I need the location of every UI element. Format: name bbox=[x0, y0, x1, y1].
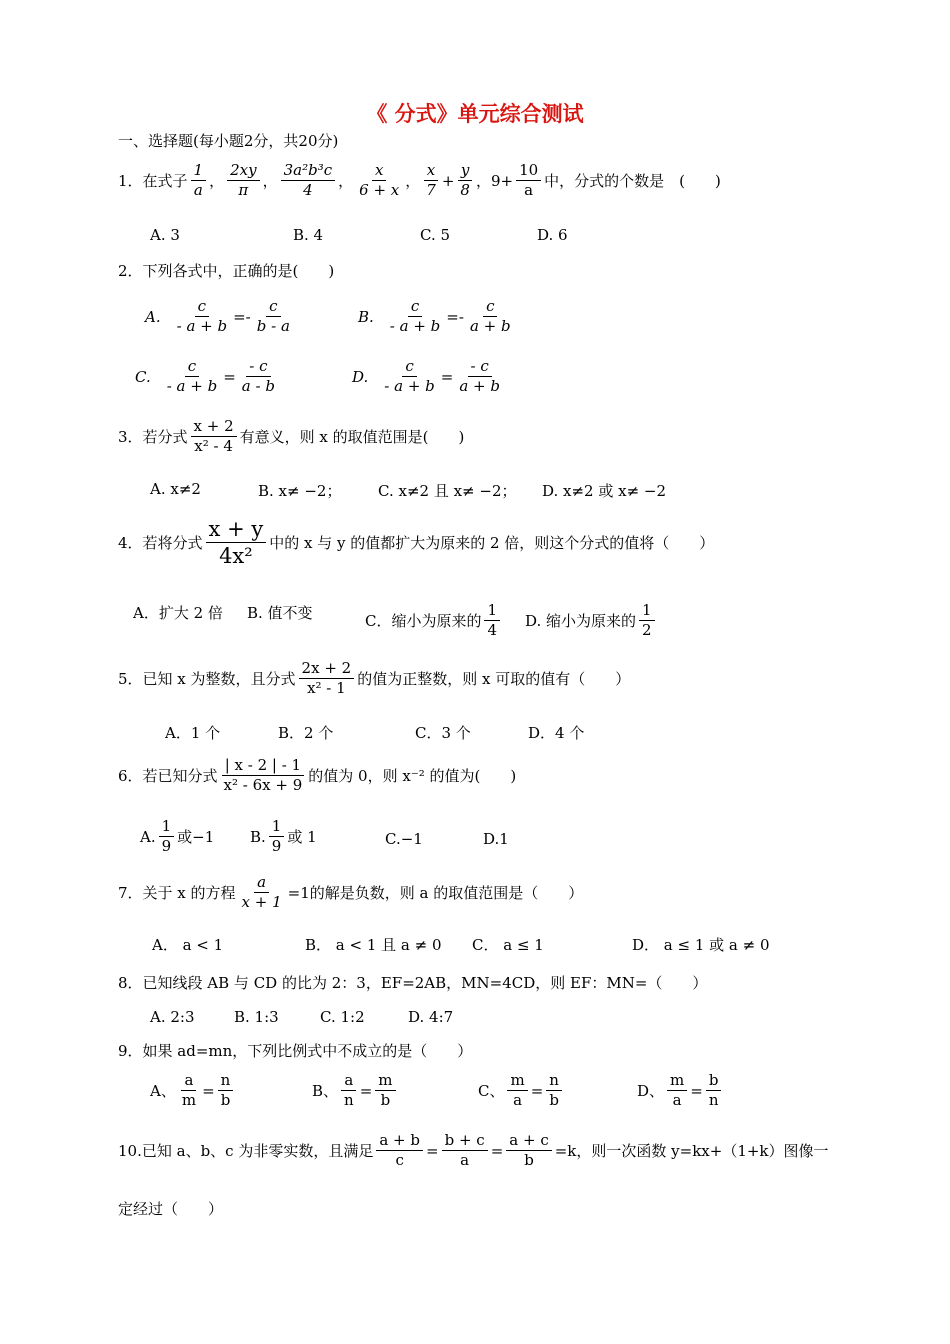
fraction: $\frac{a + c}{b}$ bbox=[506, 1132, 551, 1170]
fraction: $\frac{\text{3a²b³c}}{4}$ bbox=[281, 162, 336, 200]
option-b: B、 $\frac{a}{n}$ = $\frac{m}{b}$ bbox=[312, 1072, 399, 1110]
option-d: D． a ≤ 1 或 a ≠ 0 bbox=[632, 936, 770, 954]
option-d: D. 缩小为原来的 $\frac{1}{2}$ bbox=[525, 602, 658, 640]
option-b: B. x≠ −2； bbox=[258, 482, 342, 500]
fraction: $\frac{x + y}{\text{4x²}}$ bbox=[206, 517, 267, 568]
question-8: 8．已知线段 AB 与 CD 的比为 2：3，EF=2AB，MN=4CD，则 EF：MN=（ ） bbox=[118, 974, 708, 992]
option-d: D.1 bbox=[483, 830, 509, 848]
question-1: 1．在式子 $\frac{1}{a}$ ， $\frac{2xy}{\pi}$ ， $\frac{\text{3a²b³c}}{4}$ ， $\frac{x}{6 + x}$ ， $\frac{x}{7}$ + $\frac{y}{8}$ ， 9+ $\frac{10}{a}$ 中，分式的个数是 ( ) bbox=[118, 161, 721, 200]
option-c: C．3 个 bbox=[415, 724, 471, 742]
question-3: 3．若分式 $\frac{x + 2}{\text{x² - 4}}$ 有意义，则 x 的取值范围是( ) bbox=[118, 417, 465, 456]
option-a: A. 2:3 bbox=[150, 1008, 195, 1026]
option-a: A. 3 bbox=[150, 226, 180, 244]
option-b: B. $\frac{c}{- a + b}$ =- $\frac{c}{a + b}$ bbox=[358, 297, 511, 336]
option-a: A. x≠2 bbox=[150, 480, 201, 498]
option-b: B. 1:3 bbox=[234, 1008, 279, 1026]
fraction: $\frac{x + 2}{\text{x² - 4}}$ bbox=[191, 418, 237, 456]
fraction: $\frac{2x + 2}{\text{x² - 1}}$ bbox=[299, 660, 355, 698]
fraction: $\frac{1}{a}$ bbox=[191, 162, 207, 200]
option-a: A. $\frac{c}{- a + b}$ =- $\frac{c}{b - a}$ bbox=[145, 297, 290, 336]
option-b: B. $\frac{1}{9}$ 或 1 bbox=[250, 817, 317, 856]
option-a: A．1 个 bbox=[165, 724, 221, 742]
page-title: 《 分式》单元综合测试 bbox=[366, 101, 584, 126]
option-a: A. $\frac{1}{9}$ 或−1 bbox=[140, 817, 215, 856]
question-10-continued: 定经过（ ） bbox=[118, 1200, 224, 1218]
option-b: B. 4 bbox=[293, 226, 324, 244]
question-6: 6．若已知分式 $\frac{| x - 2 | - 1}{\text{x² - 6x + 9}}$ 的值为 0，则 x⁻² 的值为( ) bbox=[118, 756, 517, 795]
fraction: $\frac{2xy}{\pi}$ bbox=[227, 162, 259, 200]
question-4: 4．若将分式 $\frac{x + y}{\text{4x²}}$ 中的 x 与 y 的值都扩大为原来的 2 倍，则这个分式的值将（ ） bbox=[118, 517, 715, 569]
fraction: $\frac{10}{a}$ bbox=[516, 162, 541, 200]
option-d: D. 6 bbox=[537, 226, 568, 244]
fraction: $\frac{b + c}{a}$ bbox=[442, 1132, 488, 1170]
fraction: $\frac{x}{6 + x}$ bbox=[359, 161, 400, 200]
fraction: $\frac{| x - 2 | - 1}{\text{x² - 6x + 9}}$ bbox=[223, 756, 303, 795]
option-d: D. x≠2 或 x≠ −2 bbox=[542, 482, 667, 500]
option-b: B. 值不变 bbox=[247, 604, 313, 622]
option-d: D. $\frac{c}{- a + b}$ = $\frac{- c}{a + b}$ bbox=[352, 357, 500, 396]
option-c: C. 5 bbox=[420, 226, 451, 244]
option-c: C．缩小为原来的 $\frac{1}{4}$ bbox=[365, 602, 503, 640]
section-heading: 一、选择题(每小题2分，共20分) bbox=[118, 132, 339, 150]
option-d: D、 $\frac{m}{a}$ = $\frac{b}{n}$ bbox=[637, 1072, 725, 1110]
fraction: $\frac{x}{7}$ bbox=[423, 162, 439, 200]
option-b: B． a < 1 且 a ≠ 0 bbox=[305, 936, 442, 954]
option-c: C、 $\frac{m}{a}$ = $\frac{n}{b}$ bbox=[478, 1072, 565, 1110]
question-7: 7．关于 x 的方程 $\frac{a}{x + 1}$ =1的解是负数，则 a 的取值范围是（ ） bbox=[118, 873, 584, 912]
option-c: C. 1:2 bbox=[320, 1008, 365, 1026]
fraction: $\frac{a}{x + 1}$ bbox=[241, 873, 282, 912]
question-2: 2．下列各式中，正确的是( ) bbox=[118, 262, 335, 280]
question-5: 5．已知 x 为整数，且分式 $\frac{2x + 2}{\text{x² - 1}}$ 的值为正整数，则 x 可取的值有（ ） bbox=[118, 659, 631, 698]
fraction: $\frac{y}{8}$ bbox=[457, 162, 473, 200]
option-c: C. x≠2 且 x≠ −2； bbox=[378, 482, 517, 500]
option-b: B．2 个 bbox=[278, 724, 334, 742]
fraction: $\frac{a + b}{c}$ bbox=[376, 1132, 423, 1170]
option-a: A．扩大 2 倍 bbox=[133, 604, 223, 622]
option-a: A． a < 1 bbox=[152, 936, 224, 954]
option-d: D. 4:7 bbox=[408, 1008, 454, 1026]
question-9: 9．如果 ad=mn，下列比例式中不成立的是（ ） bbox=[118, 1042, 473, 1060]
option-c: C． a ≤ 1 bbox=[472, 936, 544, 954]
question-10: 10.已知 a、b、c 为非零实数，且满足 $\frac{a + b}{c}$ = $\frac{b + c}{a}$ = $\frac{a + c}{b}$ =k ，则一次函数 y=kx+（1+k）图像一 bbox=[118, 1131, 829, 1170]
option-d: D．4 个 bbox=[528, 724, 585, 742]
option-c: C.−1 bbox=[385, 830, 423, 848]
option-a: A、 $\frac{a}{m}$ = $\frac{n}{b}$ bbox=[150, 1072, 236, 1110]
option-c: C. $\frac{c}{- a + b}$ = $\frac{- c}{a - b}$ bbox=[135, 357, 275, 396]
